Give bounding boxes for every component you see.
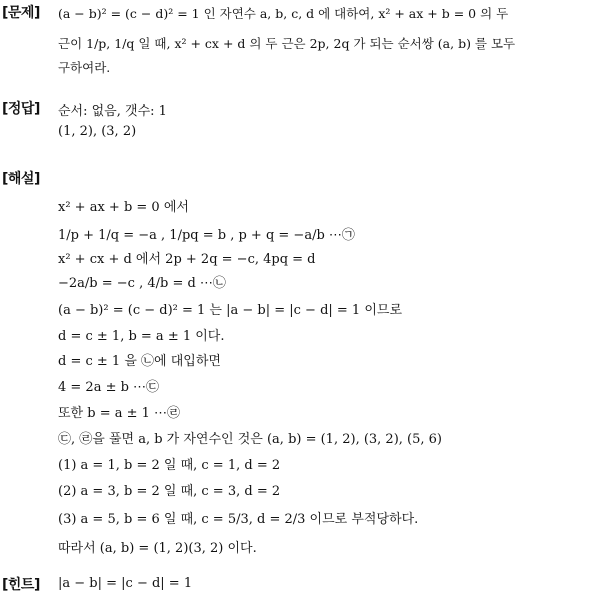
solution-line-6: d = c ± 1, b = a ± 1 이다. (58, 329, 225, 344)
solution-line-8: 4 = 2a ± b ⋯㉢ (58, 380, 160, 395)
problem-label: [문제] (2, 5, 40, 21)
solution-line-4: −2a/b = −c , 4/b = d ⋯㉡ (58, 276, 226, 291)
solution-label: [해설] (2, 171, 40, 187)
solution-line-12: (2) a = 3, b = 2 일 때, c = 3, d = 2 (58, 484, 281, 499)
solution-line-1: x² + ax + b = 0 에서 (58, 200, 189, 215)
problem-line-1: (a − b)² = (c − d)² = 1 인 자연수 a, b, c, d 에 대하여, x² + ax + b = 0 의 두 (58, 6, 509, 21)
answer-line-1: 순서: 없음, 갯수: 1 (58, 104, 167, 119)
solution-line-3: x² + cx + d 에서 2p + 2q = −c, 4pq = d (58, 252, 316, 267)
problem-line-2: 근이 1/p, 1/q 일 때, x² + cx + d 의 두 근은 2p, 2q 가 되는 순서쌍 (a, b) 를 모두 (58, 36, 516, 51)
solution-line-11: (1) a = 1, b = 2 일 때, c = 1, d = 2 (58, 458, 281, 473)
answer-line-2: (1, 2), (3, 2) (58, 124, 137, 139)
problem-line-3: 구하여라. (58, 60, 111, 75)
solution-line-14: 따라서 (a, b) = (1, 2)(3, 2) 이다. (58, 541, 257, 556)
solution-line-9: 또한 b = a ± 1 ⋯㉣ (58, 406, 181, 421)
solution-line-2: 1/p + 1/q = −a , 1/pq = b , p + q = −a/b ⋯㉠ (58, 228, 355, 243)
answer-label: [정답] (2, 101, 40, 117)
solution-line-7: d = c ± 1 을 ㉡에 대입하면 (58, 354, 221, 369)
hint-label: [힌트] (2, 577, 40, 593)
hint-text: |a − b| = |c − d| = 1 (58, 576, 193, 591)
solution-line-5: (a − b)² = (c − d)² = 1 는 |a − b| = |c − d| = 1 이므로 (58, 303, 403, 318)
solution-line-13: (3) a = 5, b = 6 일 때, c = 5/3, d = 2/3 이므로 부적당하다. (58, 512, 419, 527)
solution-line-10: ㉢, ㉣을 풀면 a, b 가 자연수인 것은 (a, b) = (1, 2), (3, 2), (5, 6) (58, 432, 442, 447)
